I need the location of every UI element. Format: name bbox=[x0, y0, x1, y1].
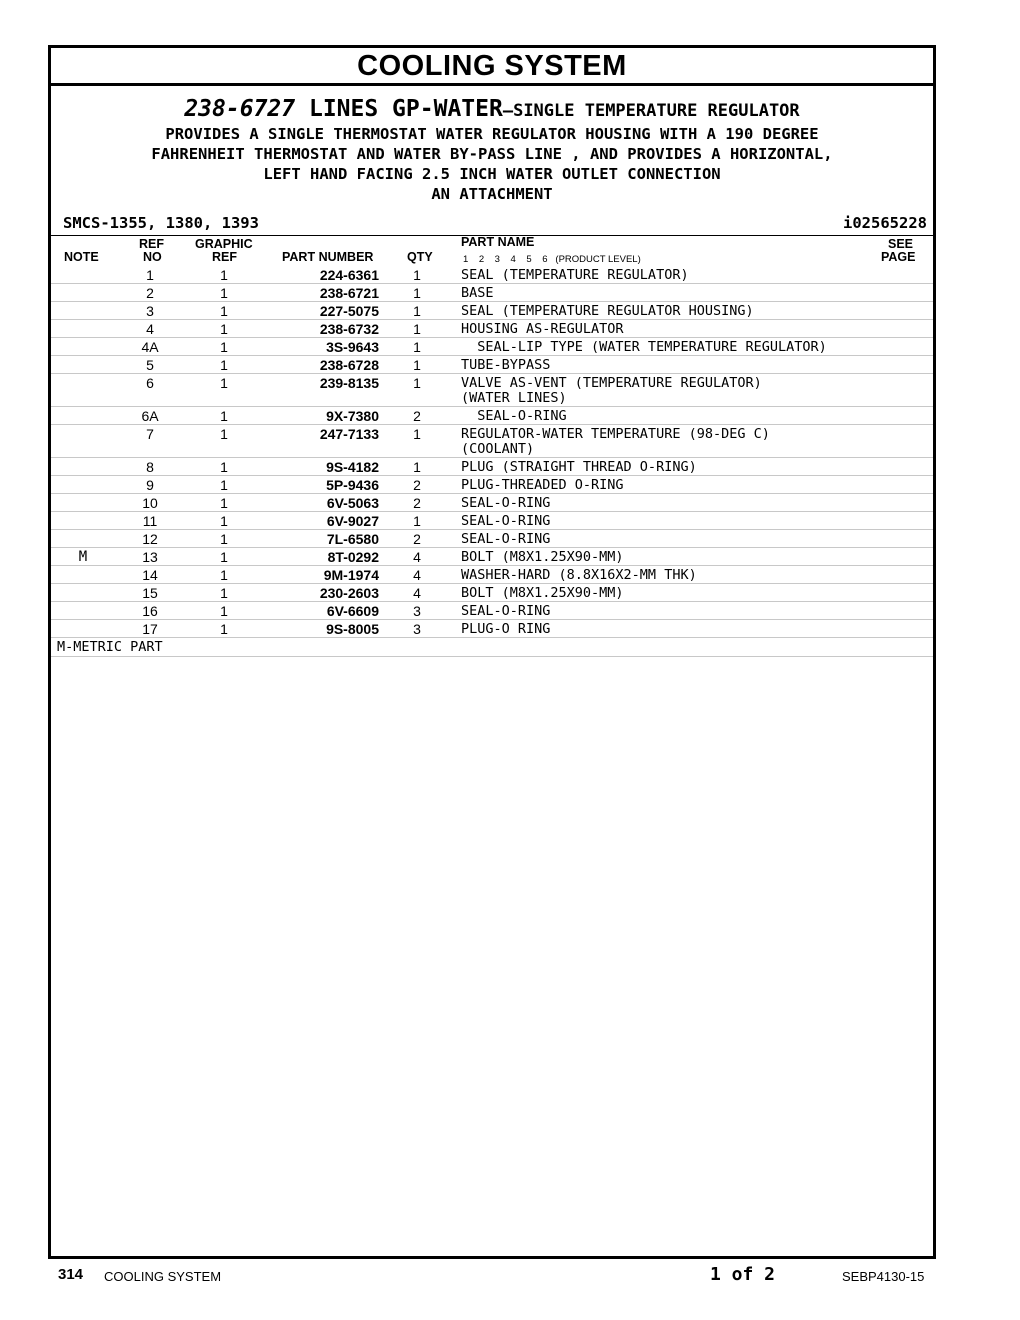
row-graphic-ref: 1 bbox=[220, 357, 228, 373]
col-graphic-ref-top: GRAPHIC bbox=[195, 237, 253, 251]
row-part-number: 238-6732 bbox=[319, 321, 379, 337]
page-frame bbox=[48, 45, 936, 1259]
footnote: M-METRIC PART bbox=[51, 638, 933, 657]
row-part-number: 238-6721 bbox=[319, 285, 379, 301]
row-graphic-ref: 1 bbox=[220, 408, 228, 424]
col-ref-no-top: REF bbox=[139, 237, 164, 251]
row-part-name: BOLT (M8X1.25X90-MM) bbox=[461, 585, 624, 601]
row-graphic-ref: 1 bbox=[220, 303, 228, 319]
table-header bbox=[51, 236, 933, 266]
row-ref-no: 9 bbox=[146, 477, 154, 493]
group-subtitle: —SINGLE TEMPERATURE REGULATOR bbox=[502, 101, 800, 121]
row-part-name: REGULATOR-WATER TEMPERATURE (98-DEG C) (COOLANT) bbox=[461, 426, 770, 457]
row-qty: 1 bbox=[413, 303, 421, 319]
table-row bbox=[51, 584, 933, 602]
row-part-name: VALVE AS-VENT (TEMPERATURE REGULATOR) (WATER LINES) bbox=[461, 375, 762, 406]
table-row bbox=[51, 356, 933, 374]
group-name: LINES GP-WATER bbox=[308, 96, 503, 122]
row-part-number: 238-6728 bbox=[319, 357, 379, 373]
footer-page-number: 314 bbox=[58, 1266, 84, 1283]
row-ref-no: 1 bbox=[146, 267, 154, 283]
row-qty: 1 bbox=[413, 513, 421, 529]
row-graphic-ref: 1 bbox=[220, 339, 228, 355]
col-see-page-top: SEE bbox=[888, 237, 914, 251]
row-qty: 2 bbox=[413, 531, 421, 547]
row-qty: 3 bbox=[413, 621, 421, 637]
table-row bbox=[51, 620, 933, 638]
row-part-name: SEAL-O-RING bbox=[461, 531, 551, 547]
row-graphic-ref: 1 bbox=[220, 495, 228, 511]
col-note: NOTE bbox=[64, 250, 99, 264]
col-product-level: 1 2 3 4 5 6 (PRODUCT LEVEL) bbox=[463, 254, 641, 265]
col-qty: QTY bbox=[407, 250, 433, 264]
row-part-number: 9X-7380 bbox=[326, 408, 379, 424]
row-ref-no: 5 bbox=[146, 357, 154, 373]
row-ref-no: 7 bbox=[146, 426, 154, 442]
row-qty: 2 bbox=[413, 408, 421, 424]
table-row bbox=[51, 374, 933, 407]
table-row bbox=[51, 458, 933, 476]
row-part-name: SEAL (TEMPERATURE REGULATOR) bbox=[461, 267, 689, 283]
row-ref-no: 4A bbox=[141, 339, 159, 355]
group-description-4: AN ATTACHMENT bbox=[431, 185, 553, 203]
group-description-3: LEFT HAND FACING 2.5 INCH WATER OUTLET CONNECTION bbox=[263, 165, 721, 183]
footer-doc-number: SEBP4130-15 bbox=[842, 1269, 925, 1284]
row-qty: 1 bbox=[413, 321, 421, 337]
row-part-name: BOLT (M8X1.25X90-MM) bbox=[461, 549, 624, 565]
row-part-name: SEAL-O-RING bbox=[461, 513, 551, 529]
row-part-number: 6V-5063 bbox=[326, 495, 379, 511]
col-part-name: PART NAME bbox=[461, 235, 535, 249]
row-qty: 2 bbox=[413, 477, 421, 493]
row-qty: 1 bbox=[413, 357, 421, 373]
group-description-1: PROVIDES A SINGLE THERMOSTAT WATER REGULATOR HOUSING WITH A 190 DEGREE bbox=[165, 125, 819, 143]
row-qty: 1 bbox=[413, 459, 421, 475]
col-ref-no-bottom: NO bbox=[143, 250, 162, 264]
row-part-number: 5P-9436 bbox=[326, 477, 379, 493]
row-graphic-ref: 1 bbox=[220, 621, 228, 637]
row-part-number: 9S-8005 bbox=[326, 621, 379, 637]
table-row bbox=[51, 494, 933, 512]
table-row bbox=[51, 530, 933, 548]
col-graphic-ref-bottom: REF bbox=[212, 250, 237, 264]
row-ref-no: 17 bbox=[142, 621, 158, 637]
row-part-number: 224-6361 bbox=[319, 267, 379, 283]
row-part-name: PLUG (STRAIGHT THREAD O-RING) bbox=[461, 459, 697, 475]
row-qty: 4 bbox=[413, 567, 421, 583]
row-part-name: BASE bbox=[461, 285, 494, 301]
row-qty: 1 bbox=[413, 285, 421, 301]
row-ref-no: 8 bbox=[146, 459, 154, 475]
row-graphic-ref: 1 bbox=[220, 321, 228, 337]
table-row bbox=[51, 407, 933, 425]
illustration-id: i02565228 bbox=[843, 214, 927, 232]
section-title: COOLING SYSTEM bbox=[51, 48, 933, 86]
row-graphic-ref: 1 bbox=[220, 267, 228, 283]
row-part-name: SEAL-O-RING bbox=[461, 603, 551, 619]
row-ref-no: 3 bbox=[146, 303, 154, 319]
row-qty: 1 bbox=[413, 339, 421, 355]
row-part-name: TUBE-BYPASS bbox=[461, 357, 551, 373]
row-ref-no: 2 bbox=[146, 285, 154, 301]
table-row bbox=[51, 302, 933, 320]
footer-page-of: 1 of 2 bbox=[710, 1264, 776, 1285]
row-graphic-ref: 1 bbox=[220, 459, 228, 475]
row-part-number: 247-7133 bbox=[319, 426, 379, 442]
table-row bbox=[51, 284, 933, 302]
page-footer bbox=[0, 1264, 1020, 1288]
row-ref-no: 11 bbox=[142, 513, 158, 529]
row-ref-no: 4 bbox=[146, 321, 154, 337]
row-part-name: PLUG-THREADED O-RING bbox=[461, 477, 624, 493]
row-qty: 4 bbox=[413, 549, 421, 565]
parts-table-body bbox=[51, 266, 933, 638]
row-part-number: 8T-0292 bbox=[327, 549, 379, 565]
row-graphic-ref: 1 bbox=[220, 531, 228, 547]
table-row bbox=[51, 425, 933, 458]
group-heading bbox=[51, 86, 933, 204]
row-part-name: SEAL (TEMPERATURE REGULATOR HOUSING) bbox=[461, 303, 754, 319]
row-part-number: 7L-6580 bbox=[326, 531, 379, 547]
row-qty: 1 bbox=[413, 426, 421, 442]
row-qty: 3 bbox=[413, 603, 421, 619]
row-qty: 4 bbox=[413, 585, 421, 601]
table-row bbox=[51, 566, 933, 584]
row-ref-no: 15 bbox=[142, 585, 158, 601]
row-ref-no: 6 bbox=[146, 375, 154, 391]
row-part-number: 6V-6609 bbox=[326, 603, 379, 619]
row-part-number: 239-8135 bbox=[319, 375, 379, 391]
table-row bbox=[51, 512, 933, 530]
row-part-name: SEAL-O-RING bbox=[461, 408, 567, 424]
row-part-name: HOUSING AS-REGULATOR bbox=[461, 321, 624, 337]
row-ref-no: 13 bbox=[142, 549, 158, 565]
row-qty: 2 bbox=[413, 495, 421, 511]
row-part-number: 6V-9027 bbox=[326, 513, 379, 529]
row-part-number: 9S-4182 bbox=[326, 459, 379, 475]
footer-section: COOLING SYSTEM bbox=[104, 1269, 222, 1284]
row-qty: 1 bbox=[413, 375, 421, 391]
row-graphic-ref: 1 bbox=[220, 603, 228, 619]
row-part-number: 230-2603 bbox=[319, 585, 379, 601]
table-row bbox=[51, 320, 933, 338]
row-qty: 1 bbox=[413, 267, 421, 283]
row-part-name: SEAL-O-RING bbox=[461, 495, 551, 511]
row-ref-no: 14 bbox=[142, 567, 158, 583]
row-ref-no: 16 bbox=[142, 603, 158, 619]
table-row bbox=[51, 266, 933, 284]
row-graphic-ref: 1 bbox=[220, 375, 228, 391]
smcs-codes: SMCS-1355, 1380, 1393 bbox=[63, 214, 259, 232]
table-row bbox=[51, 476, 933, 494]
row-part-name: SEAL-LIP TYPE (WATER TEMPERATURE REGULATOR) bbox=[461, 339, 827, 355]
table-row bbox=[51, 602, 933, 620]
row-ref-no: 12 bbox=[142, 531, 158, 547]
group-description-2: FAHRENHEIT THERMOSTAT AND WATER BY-PASS LINE , AND PROVIDES A HORIZONTAL, bbox=[151, 145, 833, 163]
col-part-number: PART NUMBER bbox=[282, 250, 374, 264]
row-part-number: 227-5075 bbox=[319, 303, 379, 319]
group-title-line bbox=[51, 96, 933, 124]
row-note: M bbox=[78, 549, 88, 565]
row-ref-no: 6A bbox=[141, 408, 159, 424]
row-graphic-ref: 1 bbox=[220, 549, 228, 565]
row-ref-no: 10 bbox=[142, 495, 158, 511]
row-part-number: 9M-1974 bbox=[323, 567, 379, 583]
table-row bbox=[51, 548, 933, 566]
row-graphic-ref: 1 bbox=[220, 567, 228, 583]
row-graphic-ref: 1 bbox=[220, 585, 228, 601]
col-see-page-bottom: PAGE bbox=[881, 250, 916, 264]
row-graphic-ref: 1 bbox=[220, 513, 228, 529]
row-graphic-ref: 1 bbox=[220, 285, 228, 301]
group-part-number: 238-6727 bbox=[184, 96, 296, 122]
row-part-number: 3S-9643 bbox=[326, 339, 379, 355]
table-row bbox=[51, 338, 933, 356]
smcs-row bbox=[51, 213, 933, 236]
row-part-name: PLUG-O RING bbox=[461, 621, 551, 637]
row-graphic-ref: 1 bbox=[220, 477, 228, 493]
row-part-name: WASHER-HARD (8.8X16X2-MM THK) bbox=[461, 567, 697, 583]
row-graphic-ref: 1 bbox=[220, 426, 228, 442]
